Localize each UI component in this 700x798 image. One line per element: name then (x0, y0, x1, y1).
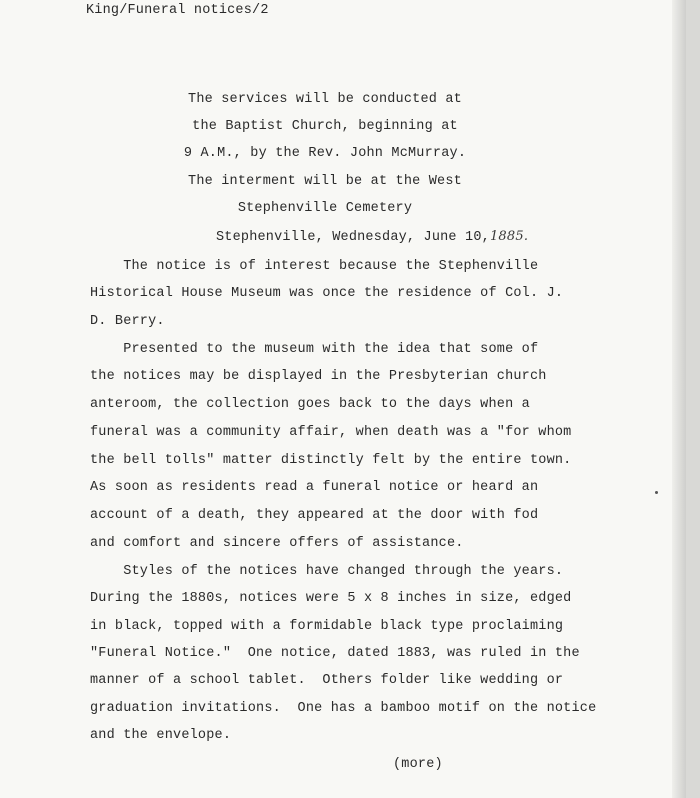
page-header: King/Funeral notices/2 (86, 3, 269, 18)
quote-line (216, 229, 528, 246)
paragraph-line: Styles of the notices have changed through the years. (90, 564, 564, 579)
paragraph-line: and comfort and sincere offers of assistance. (90, 536, 464, 551)
quote-line: The services will be conducted at (188, 92, 462, 107)
paragraph-line: in black, topped with a formidable black type proclaiming (90, 619, 564, 634)
paragraph-line: Historical House Museum was once the residence of Col. J. (90, 286, 564, 301)
paragraph-line: "Funeral Notice." One notice, dated 1883, was ruled in the (90, 646, 580, 661)
paragraph-line: account of a death, they appeared at the door with fod (90, 508, 539, 523)
paragraph-line: D. Berry. (90, 314, 165, 329)
paragraph-line: and the envelope. (90, 728, 232, 743)
paragraph-line: funeral was a community affair, when death was a "for whom (90, 425, 572, 440)
paragraph-line: manner of a school tablet. Others folder like wedding or (90, 673, 564, 688)
quote-date-text: Stephenville, Wednesday, June 10, (216, 230, 490, 245)
paragraph-line: graduation invitations. One has a bamboo motif on the notice (90, 701, 597, 716)
paragraph-line: As soon as residents read a funeral notice or heard an (90, 480, 539, 495)
paragraph-line: the bell tolls" matter distinctly felt by the entire town. (90, 453, 572, 468)
paragraph-line: The notice is of interest because the Stephenville (90, 259, 539, 274)
quote-line: 9 A.M., by the Rev. John McMurray. (183, 146, 467, 161)
handwritten-year: 1885. (489, 229, 529, 244)
paragraph-line: anteroom, the collection goes back to the days when a (90, 397, 530, 412)
quote-line: Stephenville Cemetery (237, 201, 413, 216)
paragraph-line: During the 1880s, notices were 5 x 8 inches in size, edged (90, 591, 572, 606)
more-indicator: (more) (393, 757, 443, 772)
quote-line: The interment will be at the West (188, 174, 462, 189)
quote-line: the Baptist Church, beginning at (192, 119, 458, 134)
paragraph-line: Presented to the museum with the idea that some of (90, 342, 539, 357)
paper-speck (655, 491, 658, 494)
page-edge-shadow (672, 0, 686, 798)
paragraph-line: the notices may be displayed in the Presbyterian church (90, 369, 547, 384)
